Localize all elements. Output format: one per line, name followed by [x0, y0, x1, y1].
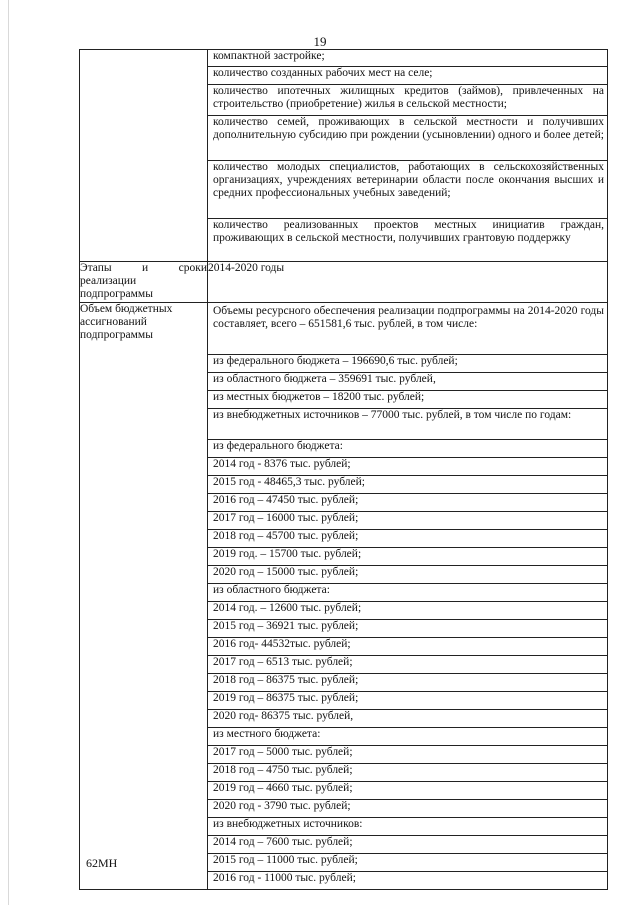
subprogram-passport-table	[79, 49, 608, 890]
table-row-indicators	[80, 50, 608, 262]
list-item: 2020 год- 86375 тыс. рублей,	[208, 710, 607, 728]
list-item: 2017 год – 16000 тыс. рублей;	[208, 512, 607, 530]
budget-cell	[208, 303, 608, 890]
list-item: из федерального бюджета:	[208, 440, 607, 458]
list-item: 2017 год – 6513 тыс. рублей;	[208, 656, 607, 674]
list-item: 2015 год – 11000 тыс. рублей;	[208, 854, 607, 872]
list-item: 2015 год - 48465,3 тыс. рублей;	[208, 476, 607, 494]
list-item: количество семей, проживающих в сельской местности и получивших дополнительную субсидию при рождении (усыновлении) одного и более детей;	[208, 116, 607, 161]
table-row-stages	[80, 262, 608, 303]
list-item: 2018 год – 45700 тыс. рублей;	[208, 530, 607, 548]
list-item: 2016 год - 11000 тыс. рублей;	[213, 872, 356, 884]
list-item: 2018 год – 4750 тыс. рублей;	[208, 764, 607, 782]
list-item: 2016 год- 44532тыс. рублей;	[208, 638, 607, 656]
list-item: 2020 год – 15000 тыс. рублей;	[208, 566, 607, 584]
list-item: Объемы ресурсного обеспечения реализации подпрограммы на 2014-2020 годы составляет, всего – 651581,6 тыс. рублей, в том числе:	[208, 303, 607, 355]
list-item: 2020 год - 3790 тыс. рублей;	[208, 800, 607, 818]
list-item: из местного бюджета:	[208, 728, 607, 746]
scan-margin-line	[8, 0, 9, 905]
list-item: из областного бюджета:	[208, 584, 607, 602]
list-item: 2014 год - 8376 тыс. рублей;	[208, 458, 607, 476]
list-item: 2014 год – 7600 тыс. рублей;	[208, 836, 607, 854]
list-item: из местных бюджетов – 18200 тыс. рублей;	[208, 391, 607, 409]
document-code: 62МН	[86, 856, 118, 870]
list-item: из федерального бюджета – 196690,6 тыс. рублей;	[208, 355, 607, 373]
list-item: 2018 год – 86375 тыс. рублей;	[208, 674, 607, 692]
list-item: количество созданных рабочих мест на селе;	[208, 67, 607, 85]
list-item: 2019 год. – 15700 тыс. рублей;	[208, 548, 607, 566]
row1-left-cell	[80, 50, 208, 262]
table-row-budget	[80, 303, 608, 890]
list-item: 2015 год – 36921 тыс. рублей;	[208, 620, 607, 638]
list-item: из внебюджетных источников:	[208, 818, 607, 836]
list-item: количество реализованных проектов местных инициатив граждан, проживающих в сельской местности, получивших грантовую поддержку	[213, 219, 604, 244]
stages-label: Этапы и сроки реализации подпрограммы	[80, 262, 208, 303]
stages-value: 2014-2020 годы	[208, 262, 608, 303]
list-item: 2014 год. – 12600 тыс. рублей;	[208, 602, 607, 620]
row1-right-cell	[208, 50, 608, 262]
list-item: 2017 год – 5000 тыс. рублей;	[208, 746, 607, 764]
budget-label: Объем бюджетных ассигнований подпрограммы	[80, 303, 208, 890]
list-item: 2019 год – 86375 тыс. рублей;	[208, 692, 607, 710]
list-item: количество молодых специалистов, работающих в сельскохозяйственных организациях, учреждениях ветеринарии области после окончания высших и средних профессиональных учебных заведений;	[208, 161, 607, 219]
list-item: из внебюджетных источников – 77000 тыс. рублей, в том числе по годам:	[208, 409, 607, 440]
list-item: 2019 год – 4660 тыс. рублей;	[208, 782, 607, 800]
list-item: из областного бюджета – 359691 тыс. рублей,	[208, 373, 607, 391]
list-item: компактной застройке;	[208, 50, 607, 67]
page-number: 19	[313, 34, 327, 49]
list-item: количество ипотечных жилищных кредитов (займов), привлеченных на строительство (приобретение) жилья в сельской местности;	[208, 85, 607, 116]
list-item: 2016 год – 47450 тыс. рублей;	[208, 494, 607, 512]
